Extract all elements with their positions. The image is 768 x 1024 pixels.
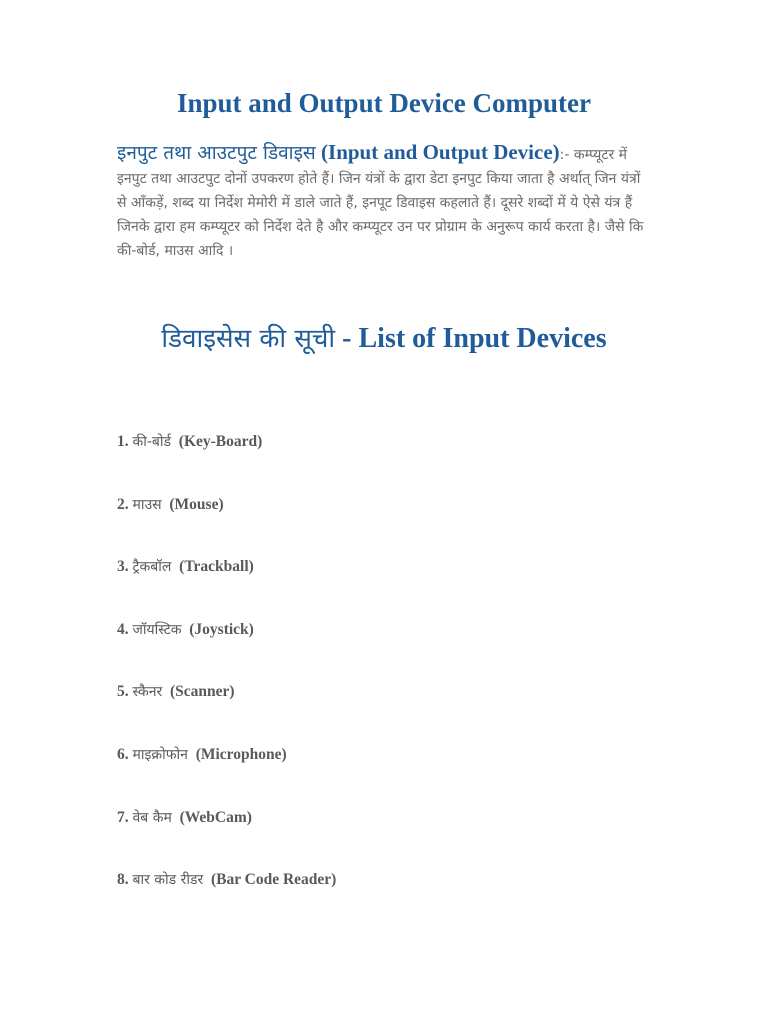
- item-english: (WebCam): [179, 808, 252, 826]
- page-title: Input and Output Device Computer: [176, 88, 592, 118]
- intro-lead-english: (Input and Output Device): [321, 140, 560, 164]
- list-item: [117, 557, 336, 620]
- intro-paragraph: [117, 140, 647, 263]
- item-hindi: ट्रैकबॉल: [132, 559, 172, 576]
- intro-body: :- कम्प्यूटर में इनपुट तथा आउटपुट दोनों उपकरण होते हैं। जिन यंत्रों के द्वारा डेटा इनपुट किया जाता है अर्थात् जिन यंत्रों से आँकड़ें, शब्द या निर्देश मेमोरी में डाले जाते हैं, इनपूट डिवाइस कहलाते हैं। दूसरे शब्दों में ये ऐसे यंत्र हैं जिनके द्वारा हम कम्प्यूटर को निर्देश देते है और कम्प्यूटर उन पर प्रोग्राम के अनुरूप कार्य करता है। जैसे कि की-बोर्ड, माउस आदि ।: [117, 147, 644, 259]
- item-english: (Microphone): [195, 745, 287, 763]
- item-english: (Bar Code Reader): [210, 871, 337, 889]
- list-item: [117, 870, 336, 933]
- item-hindi: की-बोर्ड: [132, 434, 172, 450]
- item-number: 5.: [117, 683, 129, 701]
- intro-lead: [117, 140, 560, 164]
- list-item: [117, 745, 336, 808]
- list-item: [117, 620, 336, 683]
- item-english: (Mouse): [169, 495, 224, 513]
- item-hindi: माउस: [132, 496, 162, 513]
- item-english: (Joystick): [189, 620, 254, 638]
- list-heading-english: - List of Input Devices: [342, 323, 607, 354]
- list-item: [117, 432, 336, 495]
- list-item: [117, 682, 336, 745]
- item-number: 4.: [117, 620, 129, 638]
- device-list: [117, 432, 336, 933]
- list-heading-hindi: डिवाइसेस की सूची: [161, 324, 336, 354]
- item-number: 2.: [117, 495, 129, 513]
- list-item: [117, 495, 336, 558]
- item-english: (Key-Board): [178, 433, 263, 450]
- item-number: 3.: [117, 558, 129, 576]
- item-hindi: माइक्रोफोन: [132, 746, 188, 763]
- list-heading: [0, 318, 768, 360]
- item-hindi: वेब कैम: [132, 809, 172, 826]
- item-english: (Trackball): [179, 558, 254, 576]
- item-english: (Scanner): [169, 683, 235, 701]
- item-hindi: बार कोड रीडर: [132, 872, 204, 889]
- item-hindi: जॉयस्टिक: [132, 621, 182, 638]
- item-hindi: स्कैनर: [132, 684, 163, 701]
- item-number: 6.: [117, 745, 129, 763]
- item-number: 1.: [117, 433, 129, 450]
- item-number: 7.: [117, 808, 129, 826]
- intro-lead-hindi: इनपुट तथा आउटपुट डिवाइस: [117, 142, 316, 164]
- item-number: 8.: [117, 871, 129, 889]
- list-item: [117, 808, 336, 871]
